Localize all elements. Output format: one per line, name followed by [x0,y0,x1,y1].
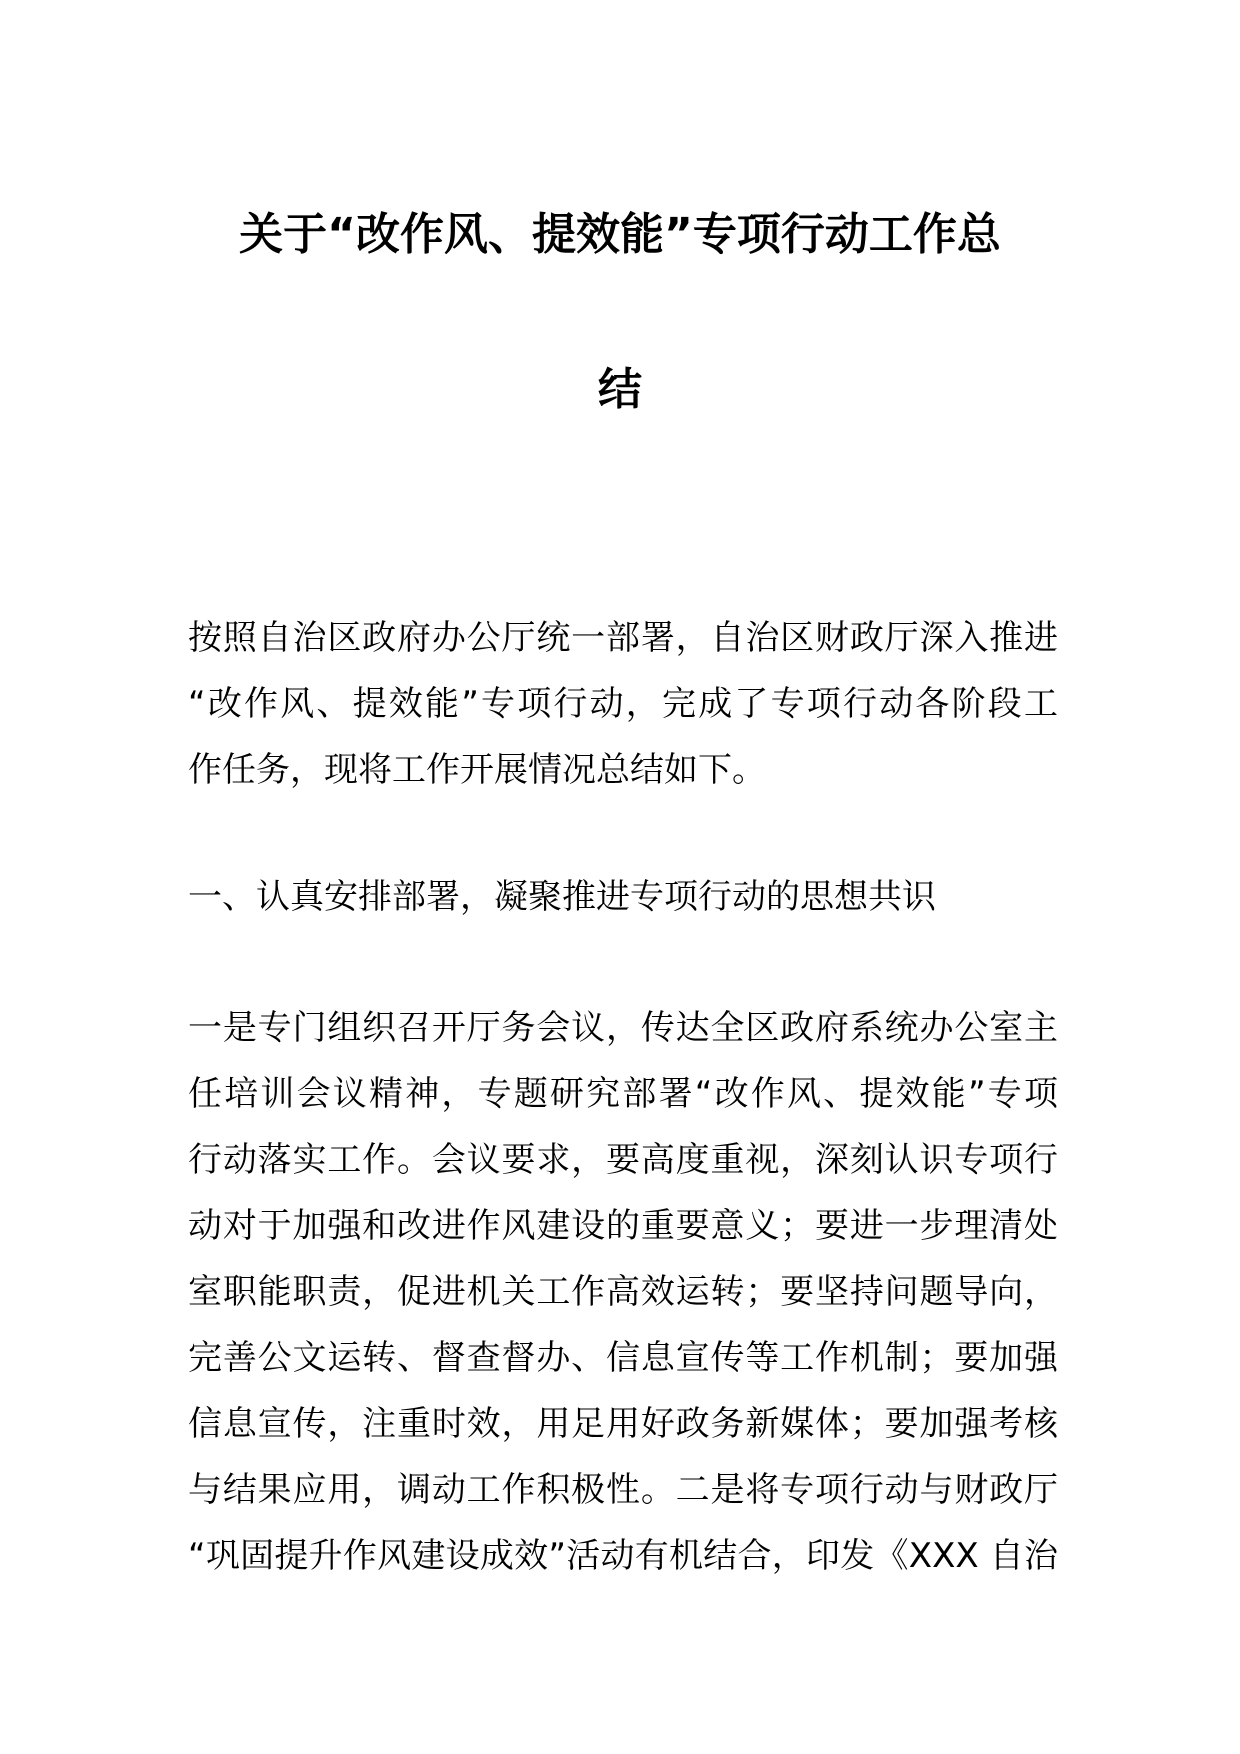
intro-line: 作任务，现将工作开展情况总结如下。 [188,750,766,790]
paragraph-line: 动对于加强和改进作风建设的重要意义；要进一步理清处 [188,1206,1058,1246]
section-heading-1: 一、认真安排部署，凝聚推进专项行动的思想共识 [188,877,936,917]
intro-paragraph [188,605,1058,803]
paragraph-line: 行动落实工作。会议要求，要高度重视，深刻认识专项行 [188,1140,1058,1180]
paragraph-line: 信息宣传，注重时效，用足用好政务新媒体；要加强考核 [188,1404,1058,1444]
paragraph-line: 与结果应用，调动工作积极性。二是将专项行动与财政厅 [188,1470,1058,1510]
paragraph-line: 室职能职责，促进机关工作高效运转；要坚持问题导向， [188,1272,1058,1312]
paragraph-line: 一是专门组织召开厅务会议，传达全区政府系统办公室主 [188,1008,1058,1048]
intro-line: “改作风、提效能”专项行动，完成了专项行动各阶段工 [188,684,1058,724]
title-line-2: 结 [598,364,642,415]
paragraph-line: 任培训会议精神，专题研究部署“改作风、提效能”专项 [188,1074,1058,1114]
section-1-paragraph [188,995,1058,1589]
title-line-1: 关于“改作风、提效能”专项行动工作总 [239,209,1001,260]
paragraph-line: 完善公文运转、督查督办、信息宣传等工作机制；要加强 [188,1338,1058,1378]
paragraph-line: “巩固提升作风建设成效”活动有机结合，印发《XXX 自治 [188,1536,1058,1576]
intro-line: 按照自治区政府办公厅统一部署，自治区财政厅深入推进 [188,618,1058,658]
